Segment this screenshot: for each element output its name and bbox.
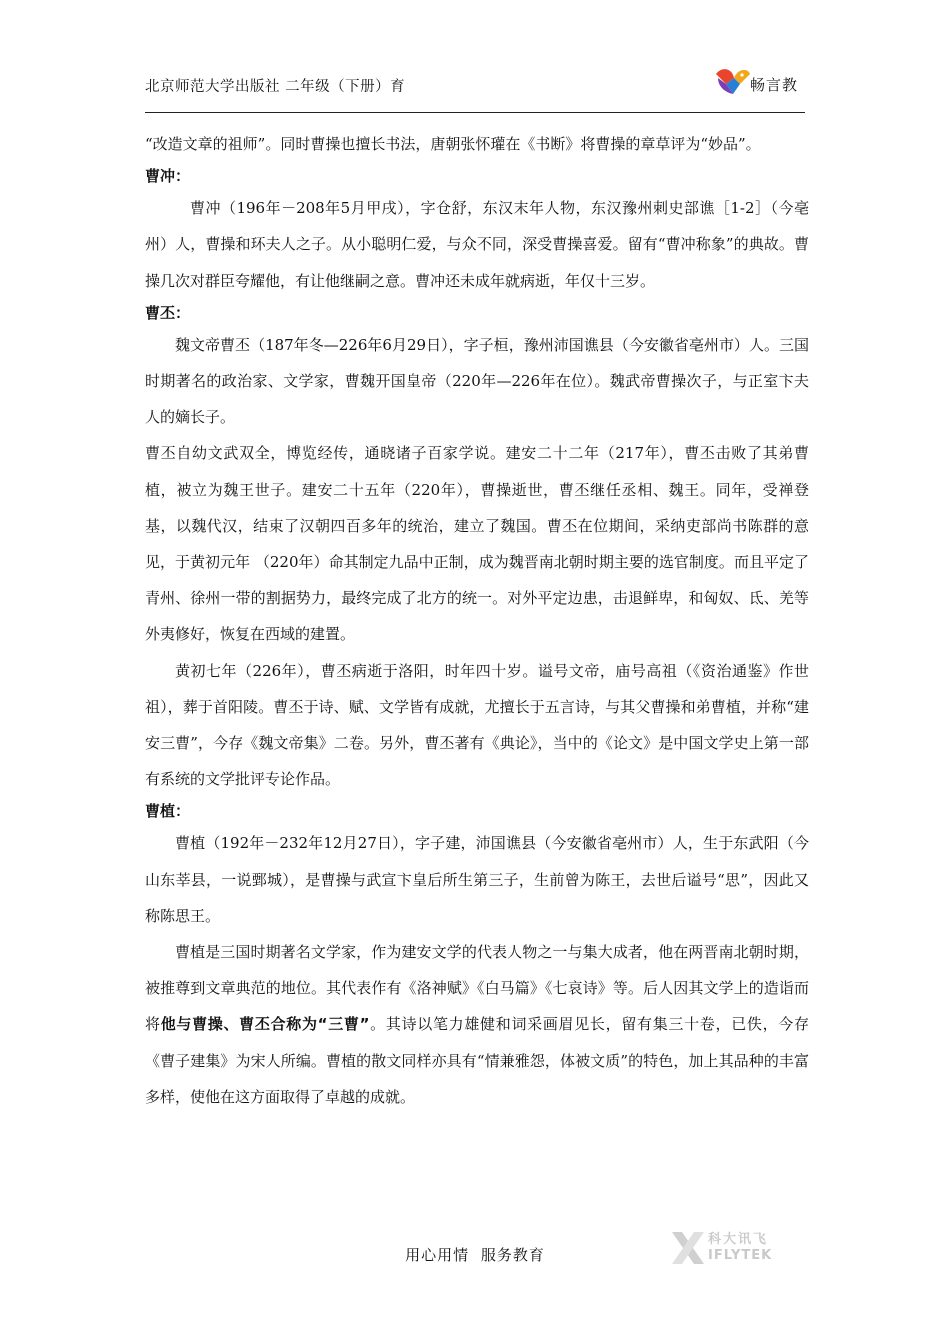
cao-zhi-text-b: 。其诗以笔力雄健和词采画眉见长，留有集三十卷，已佚，今存《曹子建集》为宋人所编。曹植的散文同样亦具有“情兼雅怨，体被文质”的特色，加上其品种的丰富多样，使他在这方面取得了卓越的成就。	[145, 1015, 809, 1106]
heading-cao-chong: 曹冲：	[145, 167, 191, 186]
iflytek-watermark	[668, 1226, 788, 1270]
cao-zhi-bold-phrase: 他与曹操、曹丕合称为“三曹”	[160, 1015, 370, 1034]
cao-pi-paragraph-3: 黄初七年（226年），曹丕病逝于洛阳，时年四十岁。谥号文帝，庙号高祖（《资治通鉴》作世祖），葬于首阳陵。曹丕于诗、赋、文学皆有成就，尤擅长于五言诗，与其父曹操和弟曹植，并称“建安三曹”，今存《魏文帝集》二卷。另外，曹丕著有《典论》，当中的《论文》是中国文学史上第一部有系统的文学批评专论作品。	[145, 661, 809, 789]
watermark-cn: 科大讯飞	[708, 1232, 769, 1247]
colorful-bird-logo	[712, 64, 752, 98]
cao-pi-paragraph-2: 曹丕自幼文武双全，博览经传，通晓诸子百家学说。建安二十二年（217年），曹丕击败了其弟曹植，被立为魏王世子。建安二十五年（220年），曹操逝世，曹丕继任丞相、魏王。同年，受禅登基，以魏代汉，结束了汉朝四百多年的统治，建立了魏国。曹丕在位期间，采纳吏部尚书陈群的意见，于黄初元年 （220年）命其制定九品中正制，成为魏晋南北朝时期主要的选官制度。而且平定了青州、徐州一带的割据势力，最终完成了北方的统一。对外平定边患，击退鲜卑，和匈奴、氐、羌等外夷修好，恢复在西域的建置。	[145, 444, 809, 644]
iflytek-x-logo	[668, 1226, 708, 1270]
cao-zhi-text-a: 曹植是三国时期著名文学家，作为建安文学的代表人物之一与集大成者，他在两晋南北朝时期，被推尊到文章典范的地位。其代表作有《洛神赋》《白马篇》《七哀诗》等。后人因其文学上的造诣而将	[145, 943, 809, 1034]
intro-paragraph: “改造文章的祖师”。同时曹操也擅长书法，唐朝张怀瓘在《书断》将曹操的章草评为“妙品”。	[145, 135, 761, 153]
heading-cao-pi: 曹丕：	[145, 303, 191, 322]
footer-slogan: 用心用情 服务教育	[405, 1246, 545, 1264]
cao-zhi-paragraph-2	[145, 934, 809, 1115]
cao-chong-paragraph: 曹冲（196年－208年5月甲戌），字仓舒，东汉末年人物，东汉豫州刺史部谯［1-2］（今亳州）人，曹操和环夫人之子。从小聪明仁爱，与众不同，深受曹操喜爱。留有“曹冲称象”的典故。曹操几次对群臣夸耀他，有让他继嗣之意。曹冲还未成年就病逝，年仅十三岁。	[145, 199, 809, 290]
brand-name: 畅言教	[750, 76, 799, 94]
watermark-en: IFLYTEK	[708, 1248, 773, 1263]
heading-cao-zhi: 曹植：	[145, 802, 191, 821]
cao-zhi-paragraph-1: 曹植（192年－232年12月27日），字子建，沛国谯县（今安徽省亳州市）人，生于东武阳（今山东莘县，一说鄄城），是曹操与武宣卞皇后所生第三子，生前曾为陈王，去世后谥号“思”，因此又称陈思王。	[145, 834, 809, 925]
cao-pi-paragraph-1: 魏文帝曹丕（187年冬—226年6月29日），字子桓，豫州沛国谯县（今安徽省亳州市）人。三国时期著名的政治家、文学家，曹魏开国皇帝（220年—226年在位）。魏武帝曹操次子，与正室卞夫人的嫡长子。	[145, 335, 809, 427]
header-divider	[145, 112, 805, 113]
document-body	[145, 126, 809, 1115]
header-publisher: 北京师范大学出版社 二年级（下册）育	[145, 79, 406, 95]
